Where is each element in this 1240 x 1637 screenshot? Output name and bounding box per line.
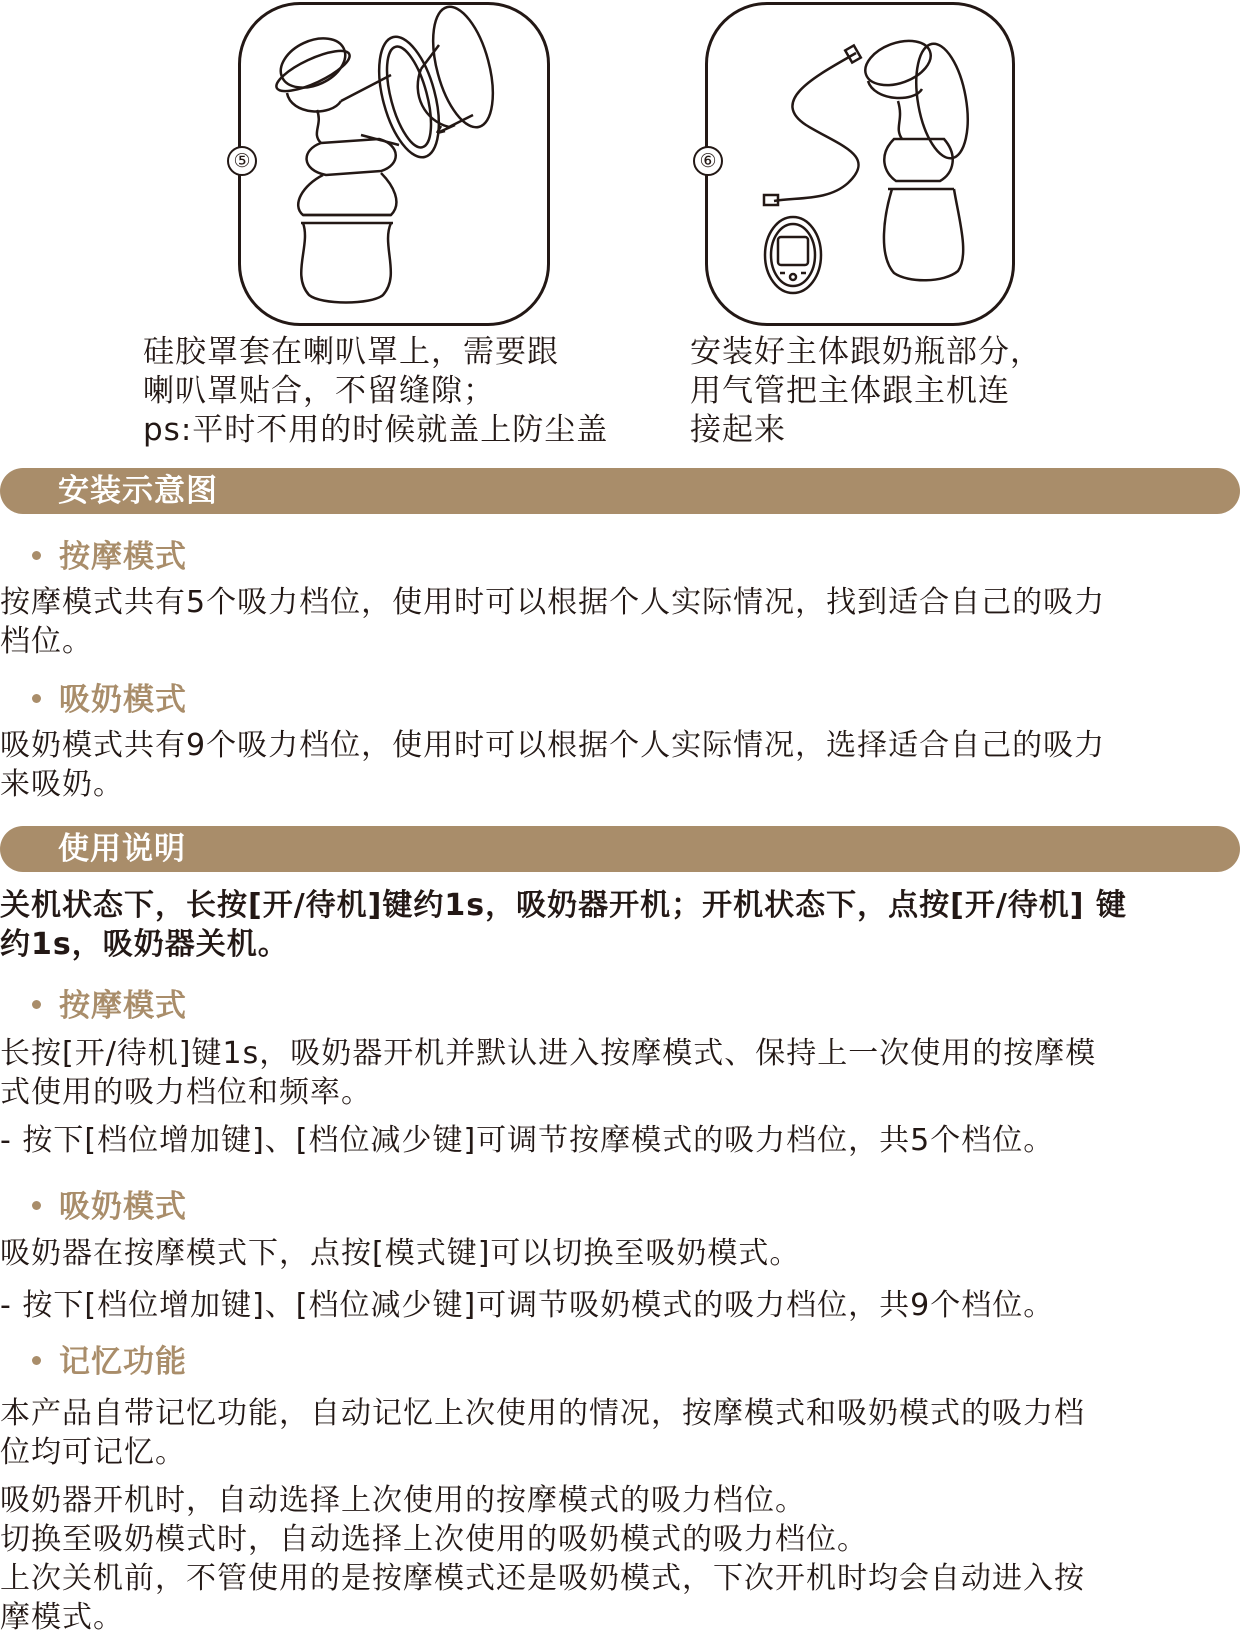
text-line: 切换至吸奶模式时，自动选择上次使用的吸奶模式的吸力档位。 (0, 1522, 868, 1557)
text-line: 约1s，吸奶器关机。 (0, 927, 289, 962)
figure-5-number: ⑤ (227, 146, 257, 176)
paragraph-suction-usage (0, 1234, 1240, 1273)
bullet-massage-mode-usage (32, 986, 187, 1026)
text-line: 吸奶器在按摩模式下，点按[模式键]可以切换至吸奶模式。 (0, 1236, 801, 1271)
section-band-instructions (0, 826, 1240, 872)
note-suction-levels (0, 1286, 1240, 1325)
figure-6-caption (690, 333, 1042, 450)
section-band-installation (0, 468, 1240, 514)
paragraph-memory-details (0, 1481, 1240, 1637)
text-line: 长按[开/待机]键1s，吸奶器开机并默认进入按摩模式、保持上一次使用的按摩模 (0, 1036, 1097, 1071)
bullet-memory-function (32, 1342, 187, 1382)
bullet-dot-icon (32, 1201, 41, 1210)
section-title: 安装示意图 (58, 473, 218, 509)
bullet-heading: 按摩模式 (59, 539, 187, 575)
text-line: - 按下[档位增加键]、[档位减少键]可调节吸奶模式的吸力档位，共9个档位。 (0, 1288, 1055, 1323)
bullet-heading: 按摩模式 (59, 988, 187, 1024)
figure-6-frame (705, 2, 1015, 326)
text-line: - 按下[档位增加键]、[档位减少键]可调节按摩模式的吸力档位，共5个档位。 (0, 1123, 1055, 1158)
paragraph-memory-intro (0, 1394, 1240, 1472)
text-line: 式使用的吸力档位和频率。 (0, 1075, 372, 1110)
text-line: 吸奶器开机时，自动选择上次使用的按摩模式的吸力档位。 (0, 1483, 806, 1518)
caption-line: 硅胶罩套在喇叭罩上，需要跟 (143, 334, 559, 370)
pump-with-motor-unit-illustration (708, 5, 1012, 323)
caption-line: 喇叭罩贴合，不留缝隙； (143, 373, 495, 409)
figure-6-number: ⑥ (693, 146, 723, 176)
caption-line: 用气管把主体跟主机连 (690, 373, 1010, 409)
bullet-dot-icon (32, 694, 41, 703)
paragraph-massage-usage (0, 1034, 1240, 1112)
text-line: 位均可记忆。 (0, 1435, 186, 1470)
section-title: 使用说明 (58, 831, 186, 867)
text-line: 按摩模式共有5个吸力档位，使用时可以根据个人实际情况，找到适合自己的吸力 (0, 585, 1106, 620)
text-line: 摩模式。 (0, 1600, 124, 1635)
caption-line: ps:平时不用的时候就盖上防尘盖 (143, 412, 609, 448)
note-massage-levels (0, 1121, 1240, 1160)
bullet-suction-mode (32, 680, 187, 720)
bullet-suction-mode-usage (32, 1187, 187, 1227)
breast-pump-assembly-illustration (241, 5, 547, 323)
paragraph-massage-mode (0, 583, 1240, 661)
bullet-heading: 记忆功能 (59, 1344, 187, 1380)
bullet-dot-icon (32, 551, 41, 560)
caption-line: 安装好主体跟奶瓶部分， (690, 334, 1042, 370)
text-line: 上次关机前，不管使用的是按摩模式还是吸奶模式，下次开机时均会自动进入按 (0, 1561, 1085, 1596)
bullet-dot-icon (32, 1356, 41, 1365)
text-line: 吸奶模式共有9个吸力档位，使用时可以根据个人实际情况，选择适合自己的吸力 (0, 728, 1106, 763)
text-line: 本产品自带记忆功能，自动记忆上次使用的情况，按摩模式和吸奶模式的吸力档 (0, 1396, 1085, 1431)
figure-5-caption (143, 333, 608, 450)
figure-5-frame (238, 2, 550, 326)
bullet-heading: 吸奶模式 (59, 682, 187, 718)
paragraph-power-intro (0, 886, 1240, 964)
caption-line: 接起来 (690, 412, 786, 448)
bullet-massage-mode (32, 537, 187, 577)
paragraph-suction-mode (0, 726, 1240, 804)
bullet-heading: 吸奶模式 (59, 1189, 187, 1225)
text-line: 关机状态下，长按[开/待机]键约1s，吸奶器开机；开机状态下，点按[开/待机] 键 (0, 888, 1127, 923)
text-line: 来吸奶。 (0, 767, 124, 802)
text-line: 档位。 (0, 624, 93, 659)
bullet-dot-icon (32, 1000, 41, 1009)
